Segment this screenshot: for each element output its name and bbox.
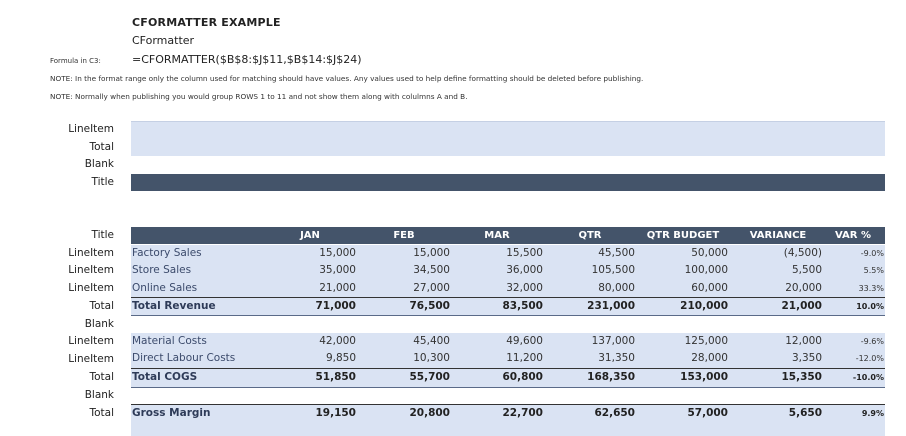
row-name-factory-sales[interactable]: Factory Sales	[132, 247, 202, 259]
cell-jan[interactable]: 42,000	[319, 335, 356, 347]
formula-label: Formula in C3:	[50, 57, 101, 65]
cell-var-pct[interactable]: 33.3%	[858, 284, 884, 293]
cell-var-pct[interactable]: -9.6%	[860, 337, 884, 346]
note-publishing: NOTE: Normally when publishing you would group ROWS 1 to 11 and not show them along with colulmns A and B.	[50, 92, 468, 101]
cell-variance[interactable]: 3,350	[791, 352, 822, 364]
cell-feb[interactable]: 34,500	[413, 264, 450, 276]
cell-feb[interactable]: 20,800	[409, 407, 450, 419]
legend-label-lineitem: LineItem	[68, 123, 114, 135]
cell-qtr-budget[interactable]: 125,000	[684, 335, 728, 347]
row-type-label: LineItem	[68, 247, 114, 259]
col-header-qtr[interactable]: QTR	[578, 230, 602, 241]
col-header-var-pct[interactable]: VAR %	[834, 230, 871, 241]
cell-jan[interactable]: 51,850	[315, 371, 356, 383]
cell-mar[interactable]: 11,200	[506, 352, 543, 364]
cell-jan[interactable]: 9,850	[325, 352, 356, 364]
row-type-label: LineItem	[68, 353, 114, 365]
cell-var-pct[interactable]: -10.0%	[852, 373, 884, 382]
row-type-label: Total	[89, 407, 114, 419]
row-name-direct-labour-costs[interactable]: Direct Labour Costs	[132, 352, 236, 364]
cell-jan[interactable]: 71,000	[315, 300, 356, 312]
row-name-online-sales[interactable]: Online Sales	[132, 282, 198, 294]
cell-feb[interactable]: 15,000	[413, 247, 450, 259]
legend-label-title: Title	[91, 176, 114, 188]
legend-total-swatch[interactable]	[131, 139, 885, 156]
row-name-material-costs[interactable]: Material Costs	[132, 335, 207, 347]
cell-feb[interactable]: 55,700	[409, 371, 450, 383]
cell-mar[interactable]: 49,600	[506, 335, 543, 347]
cell-qtr-budget[interactable]: 60,000	[691, 282, 728, 294]
row-type-label: LineItem	[68, 282, 114, 294]
cell-qtr-budget[interactable]: 153,000	[680, 371, 728, 383]
sheet-subtitle: CFormatter	[132, 34, 195, 47]
cell-mar[interactable]: 83,500	[502, 300, 543, 312]
cell-qtr[interactable]: 137,000	[591, 335, 635, 347]
cell-variance[interactable]: 12,000	[785, 335, 822, 347]
cell-qtr-budget[interactable]: 28,000	[691, 352, 728, 364]
cell-qtr[interactable]: 80,000	[598, 282, 635, 294]
cell-mar[interactable]: 60,800	[502, 371, 543, 383]
cell-qtr[interactable]: 31,350	[598, 352, 635, 364]
row-type-title: Title	[91, 229, 114, 241]
cell-feb[interactable]: 10,300	[413, 352, 450, 364]
cell-mar[interactable]: 15,500	[506, 247, 543, 259]
legend-title-swatch[interactable]	[131, 174, 885, 191]
cell-var-pct[interactable]: 5.5%	[863, 266, 884, 275]
col-header-feb[interactable]: FEB	[393, 230, 415, 241]
cell-qtr-budget[interactable]: 50,000	[691, 247, 728, 259]
col-header-variance[interactable]: VARIANCE	[749, 230, 807, 241]
cell-variance[interactable]: 15,350	[781, 371, 822, 383]
row-type-label: LineItem	[68, 335, 114, 347]
cell-var-pct[interactable]: -9.0%	[860, 249, 884, 258]
cell-qtr[interactable]: 45,500	[598, 247, 635, 259]
col-header-qtr-budget[interactable]: QTR BUDGET	[646, 230, 720, 241]
cell-jan[interactable]: 15,000	[319, 247, 356, 259]
cell-variance[interactable]: 21,000	[781, 300, 822, 312]
row-type-label: Blank	[84, 389, 114, 401]
legend-lineitem-swatch[interactable]	[131, 121, 885, 139]
cell-feb[interactable]: 76,500	[409, 300, 450, 312]
cell-qtr[interactable]: 231,000	[587, 300, 635, 312]
formula-text[interactable]: =CFORMATTER($B$8:$J$11,$B$14:$J$24)	[132, 53, 362, 66]
cell-jan[interactable]: 21,000	[319, 282, 356, 294]
cell-var-pct[interactable]: 9.9%	[861, 409, 884, 418]
cell-qtr[interactable]: 168,350	[587, 371, 635, 383]
row-name-total-cogs[interactable]: Total COGS	[132, 371, 198, 383]
cell-mar[interactable]: 36,000	[506, 264, 543, 276]
col-header-mar[interactable]: MAR	[484, 230, 510, 241]
cell-var-pct[interactable]: -12.0%	[855, 354, 884, 363]
legend-label-total: Total	[89, 141, 114, 153]
cell-qtr-budget[interactable]: 210,000	[680, 300, 728, 312]
row-type-label: Total	[89, 371, 114, 383]
cell-variance[interactable]: 20,000	[785, 282, 822, 294]
row-name-store-sales[interactable]: Store Sales	[132, 264, 192, 276]
cell-variance[interactable]: (4,500)	[783, 247, 822, 259]
cell-mar[interactable]: 22,700	[502, 407, 543, 419]
row-name-gross-margin[interactable]: Gross Margin	[132, 407, 211, 419]
note-format-range: NOTE: In the format range only the column used for matching should have values. Any values used to help define formatting should be deleted before publishing.	[50, 74, 644, 83]
row-type-label: LineItem	[68, 264, 114, 276]
col-header-jan[interactable]: JAN	[300, 230, 320, 241]
row-name-total-revenue[interactable]: Total Revenue	[132, 300, 216, 312]
sheet-title: CFORMATTER EXAMPLE	[132, 16, 281, 29]
cell-jan[interactable]: 19,150	[315, 407, 356, 419]
legend-label-blank: Blank	[84, 158, 114, 170]
row-type-label: Total	[89, 300, 114, 312]
cell-feb[interactable]: 45,400	[413, 335, 450, 347]
cell-feb[interactable]: 27,000	[413, 282, 450, 294]
cell-mar[interactable]: 32,000	[506, 282, 543, 294]
total-revenue-bottom-rule	[131, 315, 885, 316]
row-type-label: Blank	[84, 318, 114, 330]
cell-qtr-budget[interactable]: 57,000	[687, 407, 728, 419]
cell-var-pct[interactable]: 10.0%	[856, 302, 884, 311]
cell-jan[interactable]: 35,000	[319, 264, 356, 276]
cell-variance[interactable]: 5,500	[791, 264, 822, 276]
cell-variance[interactable]: 5,650	[788, 407, 822, 419]
cell-qtr-budget[interactable]: 100,000	[684, 264, 728, 276]
cell-qtr[interactable]: 105,500	[591, 264, 635, 276]
cell-qtr[interactable]: 62,650	[594, 407, 635, 419]
total-cogs-bottom-rule	[131, 387, 885, 388]
